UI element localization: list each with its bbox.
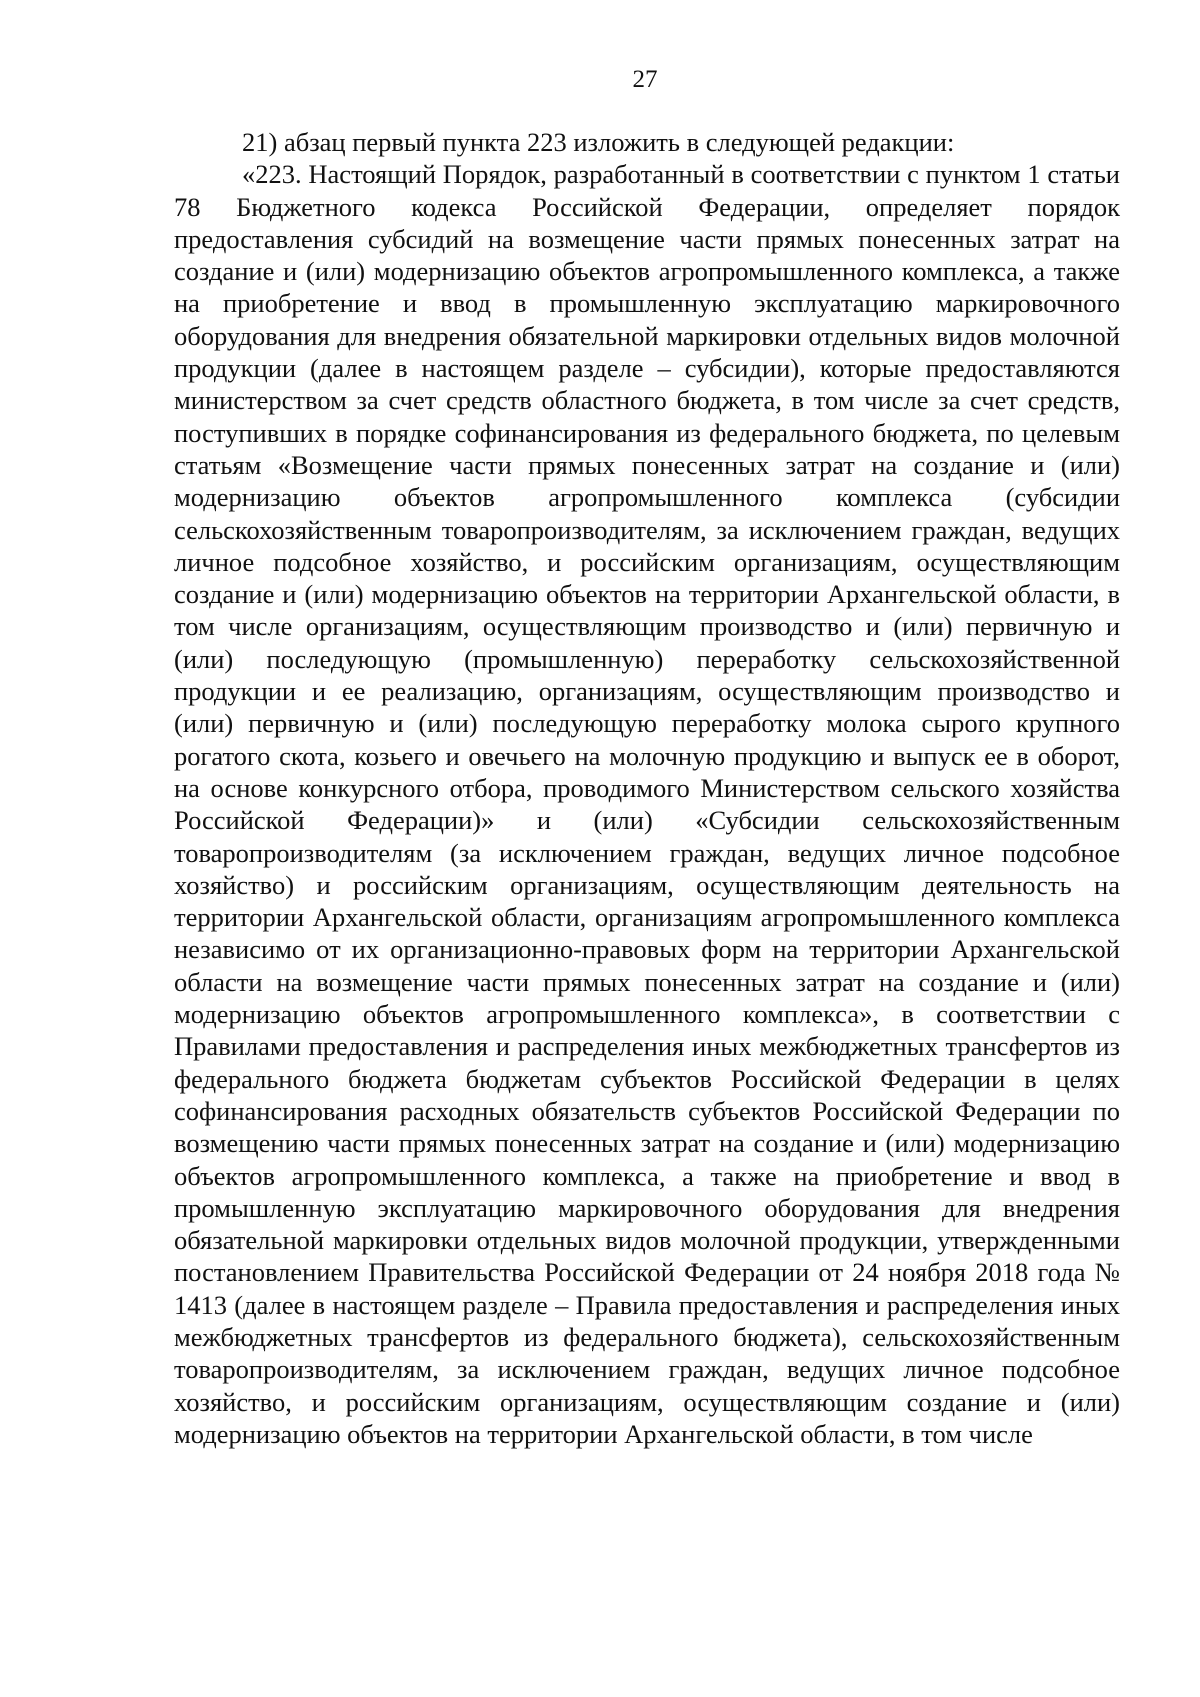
paragraph-amendment-intro: 21) абзац первый пункта 223 изложить в следующей редакции:: [242, 127, 955, 157]
page-number: 27: [632, 66, 658, 93]
paragraph-item-223: «223. Настоящий Порядок, разработанный в соответствии с пунктом 1 статьи 78 Бюджетного кодекса Российской Федерации, определяет порядок предоставления субсидий на возмещение части прямых понесенных затрат на создание и (или) модернизацию объектов агропромышленного комплекса, а также на приобретение и ввод в промышленную эксплуатацию маркировочного оборудования для внедрения обязательной маркировки отдельных видов молочной продукции (далее в настоящем разделе – субсидии), которые предоставляются министерством за счет средств областного бюджета, в том числе за счет средств, поступивших в порядке софинансирования из федерального бюджета, по целевым статьям «Возмещение части прямых понесенных затрат на создание и (или) модернизацию объектов агропромышленного комплекса (субсидии сельскохозяйственным товаропроизводителям, за исключением граждан, ведущих личное подсобное хозяйство, и российским организациям, осуществляющим создание и (или) модернизацию объектов на территории Архангельской области, в том числе организациям, осуществляющим производство и (или) первичную и (или) последующую (промышленную) переработку сельскохозяйственной продукции и ее реализацию, организациям, осуществляющим производство и (или) первичную и (или) последующую переработку молока сырого крупного рогатого скота, козьего и овечьего на молочную продукцию и выпуск ее в оборот, на основе конкурсного отбора, проводимого Министерством сельского хозяйства Российской Федерации)» и (или) «Субсидии сельскохозяйственным товаропроизводителям (за исключением граждан, ведущих личное подсобное хозяйство) и российским организациям, осуществляющим деятельность на территории Архангельской области, организациям агропромышленного комплекса независимо от их организационно-правовых форм на территории Архангельской области на возмещение части прямых понесенных затрат на создание и (или) модернизацию объектов агропромышленного комплекса», в соответствии с Правилами предоставления и распределения иных межбюджетных трансфертов из федерального бюджета бюджетам субъектов Российской Федерации в целях софинансирования расходных обязательств субъектов Российской Федерации по возмещению части прямых понесенных затрат на создание и (или) модернизацию объектов агропромышленного комплекса, а также на приобретение и ввод в промышленную эксплуатацию маркировочного оборудования для внедрения обязательной маркировки отдельных видов молочной продукции, утвержденными постановлением Правительства Российской Федерации от 24 ноября 2018 года № 1413 (далее в настоящем разделе – Правила предоставления и распределения иных межбюджетных трансфертов из федерального бюджета), сельскохозяйственным товаропроизводителям, за исключением граждан, ведущих личное подсобное хозяйство, и российским организациям, осуществляющим создание и (или) модернизацию объектов на территории Архангельской области, в том числе: [174, 159, 1120, 1449]
document-body: [174, 126, 1120, 1450]
